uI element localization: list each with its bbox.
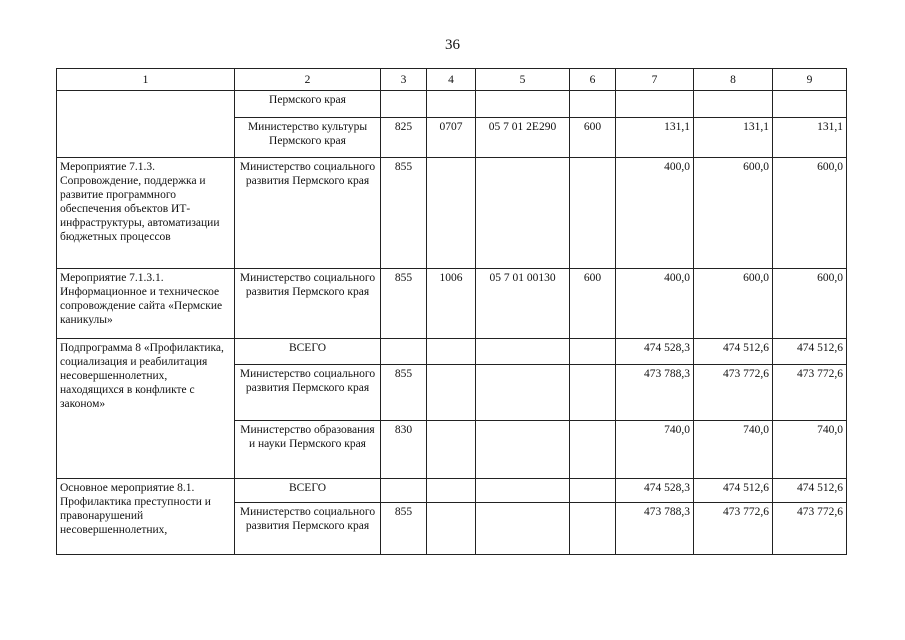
target-article-cell [476, 365, 570, 421]
amount-cell: 400,0 [616, 158, 694, 269]
amount-cell: 600,0 [773, 269, 847, 339]
section-cell [427, 479, 476, 503]
amount-cell: 740,0 [616, 421, 694, 479]
expense-type-cell [570, 479, 616, 503]
code-cell: 825 [381, 118, 427, 158]
expense-type-cell: 600 [570, 269, 616, 339]
amount-cell: 474 528,3 [616, 339, 694, 365]
table-row [57, 339, 847, 365]
program-cell: Мероприятие 7.1.3. Сопровождение, поддержка и развитие программного обеспечения объектов ИТ-инфраструктуры, автоматизации бюджетных процессов [57, 158, 235, 269]
program-cell [57, 91, 235, 158]
amount-cell: 473 772,6 [773, 365, 847, 421]
amount-cell: 600,0 [773, 158, 847, 269]
amount-cell: 740,0 [773, 421, 847, 479]
executor-cell: Министерство социального развития Пермского края [235, 365, 381, 421]
amount-cell: 474 512,6 [694, 339, 773, 365]
target-article-cell [476, 91, 570, 118]
header-cell: 5 [476, 69, 570, 91]
section-cell [427, 158, 476, 269]
header-cell: 8 [694, 69, 773, 91]
code-cell [381, 91, 427, 118]
amount-cell: 131,1 [616, 118, 694, 158]
code-cell [381, 339, 427, 365]
executor-cell: Министерство социального развития Пермского края [235, 503, 381, 555]
executor-cell: Министерство социального развития Пермского края [235, 269, 381, 339]
amount-cell: 474 512,6 [773, 339, 847, 365]
section-cell [427, 421, 476, 479]
amount-cell: 473 788,3 [616, 365, 694, 421]
amount-cell [773, 91, 847, 118]
executor-cell: Министерство социального развития Пермского края [235, 158, 381, 269]
executor-cell: Министерство культуры Пермского края [235, 118, 381, 158]
code-cell: 855 [381, 269, 427, 339]
header-cell: 4 [427, 69, 476, 91]
amount-cell: 473 772,6 [694, 365, 773, 421]
target-article-cell [476, 421, 570, 479]
table-header-row [57, 69, 847, 91]
code-cell: 855 [381, 158, 427, 269]
page-number: 36 [445, 37, 460, 53]
table-row [57, 91, 847, 118]
amount-cell: 474 528,3 [616, 479, 694, 503]
expense-type-cell [570, 158, 616, 269]
amount-cell: 740,0 [694, 421, 773, 479]
program-cell: Основное мероприятие 8.1. Профилактика преступности и правонарушений несовершеннолетних, [57, 479, 235, 555]
header-cell: 6 [570, 69, 616, 91]
code-cell: 855 [381, 503, 427, 555]
table-row [57, 479, 847, 503]
header-cell: 3 [381, 69, 427, 91]
code-cell: 830 [381, 421, 427, 479]
section-cell: 0707 [427, 118, 476, 158]
expense-type-cell [570, 91, 616, 118]
budget-table [56, 68, 847, 555]
program-cell: Подпрограмма 8 «Профилактика, социализация и реабилитация несовершеннолетних, находящихся в конфликте с законом» [57, 339, 235, 479]
expense-type-cell [570, 365, 616, 421]
executor-cell: ВСЕГО [235, 339, 381, 365]
table-row [57, 158, 847, 269]
section-cell [427, 91, 476, 118]
expense-type-cell: 600 [570, 118, 616, 158]
target-article-cell [476, 158, 570, 269]
amount-cell: 600,0 [694, 269, 773, 339]
expense-type-cell [570, 421, 616, 479]
amount-cell: 474 512,6 [773, 479, 847, 503]
code-cell [381, 479, 427, 503]
target-article-cell [476, 339, 570, 365]
table-row [57, 269, 847, 339]
amount-cell: 473 788,3 [616, 503, 694, 555]
target-article-cell: 05 7 01 00130 [476, 269, 570, 339]
amount-cell: 474 512,6 [694, 479, 773, 503]
target-article-cell [476, 503, 570, 555]
executor-cell: ВСЕГО [235, 479, 381, 503]
amount-cell: 400,0 [616, 269, 694, 339]
target-article-cell: 05 7 01 2Е290 [476, 118, 570, 158]
section-cell [427, 503, 476, 555]
target-article-cell [476, 479, 570, 503]
section-cell [427, 365, 476, 421]
program-cell: Мероприятие 7.1.3.1. Информационное и техническое сопровождение сайта «Пермские каникулы» [57, 269, 235, 339]
header-cell: 7 [616, 69, 694, 91]
header-cell: 9 [773, 69, 847, 91]
expense-type-cell [570, 503, 616, 555]
header-cell: 2 [235, 69, 381, 91]
amount-cell [694, 91, 773, 118]
expense-type-cell [570, 339, 616, 365]
amount-cell: 473 772,6 [773, 503, 847, 555]
amount-cell [616, 91, 694, 118]
amount-cell: 600,0 [694, 158, 773, 269]
section-cell: 1006 [427, 269, 476, 339]
amount-cell: 473 772,6 [694, 503, 773, 555]
amount-cell: 131,1 [773, 118, 847, 158]
executor-cell: Министерство образования и науки Пермского края [235, 421, 381, 479]
executor-cell: Пермского края [235, 91, 381, 118]
code-cell: 855 [381, 365, 427, 421]
section-cell [427, 339, 476, 365]
amount-cell: 131,1 [694, 118, 773, 158]
header-cell: 1 [57, 69, 235, 91]
